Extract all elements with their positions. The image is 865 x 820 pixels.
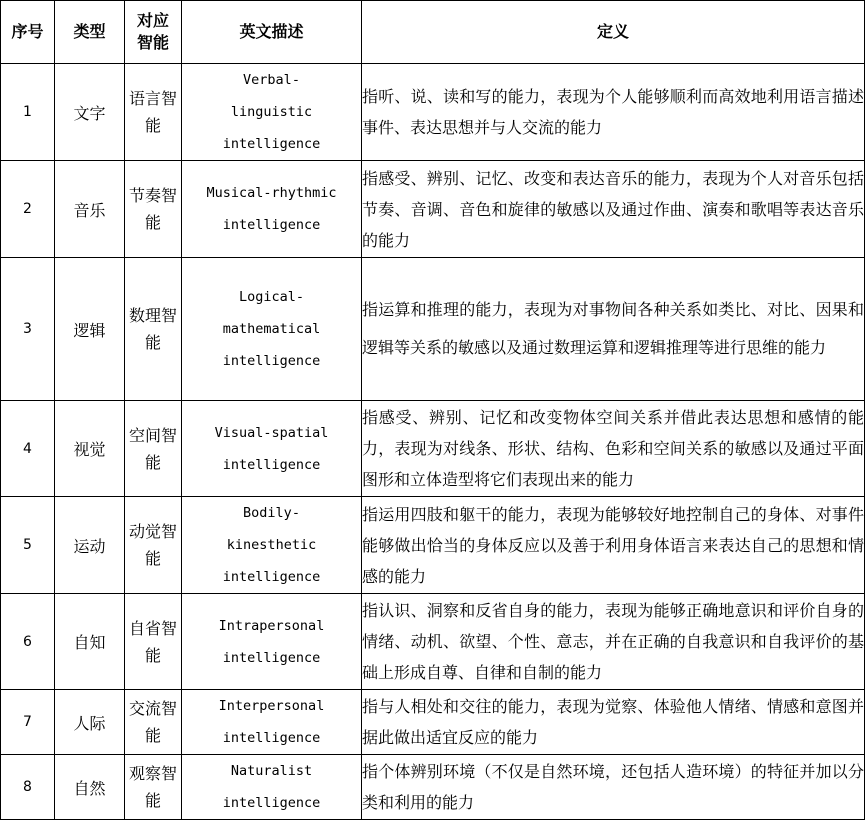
row-index: 4 — [1, 401, 55, 497]
english-line: Visual-spatial — [214, 424, 329, 441]
row-index: 5 — [1, 497, 55, 594]
table-row — [1, 497, 865, 594]
row-definition: 指个体辨别环境（不仅是自然环境，还包括人造环境）的特征并加以分类和利用的能力 — [362, 755, 865, 820]
row-intelligence: 语言智能 — [125, 64, 182, 161]
row-type: 人际 — [55, 690, 125, 755]
english-line: Logical- — [238, 289, 305, 305]
row-index: 8 — [1, 755, 55, 820]
english-line: Intrapersonal — [218, 617, 325, 634]
row-index: 6 — [1, 594, 55, 690]
header-intelligence: 对应智能 — [125, 1, 182, 64]
row-english — [182, 258, 362, 401]
english-line: intelligence — [222, 569, 321, 585]
row-index: 2 — [1, 161, 55, 258]
row-definition: 指与人相处和交往的能力，表现为觉察、体验他人情绪、情感和意图并据此做出适宜反应的能力 — [362, 690, 865, 755]
header-definition: 定义 — [362, 1, 865, 64]
row-type: 逻辑 — [55, 258, 125, 401]
row-english — [182, 401, 362, 497]
row-english — [182, 755, 362, 820]
english-line: intelligence — [222, 456, 321, 473]
english-line: intelligence — [222, 217, 321, 233]
table-row — [1, 690, 865, 755]
english-line: kinesthetic — [226, 537, 317, 553]
row-english — [182, 497, 362, 594]
row-intelligence: 节奏智能 — [125, 161, 182, 258]
english-line: Interpersonal — [218, 698, 325, 714]
header-index: 序号 — [1, 1, 55, 64]
row-type: 自然 — [55, 755, 125, 820]
english-line: mathematical — [222, 321, 321, 337]
english-line: intelligence — [222, 730, 321, 746]
row-type: 运动 — [55, 497, 125, 594]
header-row — [1, 1, 865, 64]
row-definition: 指听、说、读和写的能力，表现为个人能够顺利而高效地利用语言描述事件、表达思想并与人交流的能力 — [362, 64, 865, 161]
row-definition: 指运算和推理的能力，表现为对事物间各种关系如类比、对比、因果和逻辑等关系的敏感以及通过数理运算和逻辑推理等进行思维的能力 — [362, 258, 865, 401]
row-index: 7 — [1, 690, 55, 755]
english-line: intelligence — [222, 136, 321, 152]
english-line: Verbal- — [243, 72, 300, 88]
english-line: intelligence — [222, 353, 321, 369]
row-english — [182, 690, 362, 755]
row-definition: 指感受、辨别、记忆和改变物体空间关系并借此表达思想和感情的能力，表现为对线条、形状、结构、色彩和空间关系的敏感以及通过平面图形和立体造型将它们表现出来的能力 — [362, 401, 865, 497]
table-row — [1, 594, 865, 690]
table-row — [1, 755, 865, 820]
row-intelligence: 交流智能 — [125, 690, 182, 755]
table-row — [1, 161, 865, 258]
row-intelligence: 自省智能 — [125, 594, 182, 690]
row-intelligence: 动觉智能 — [125, 497, 182, 594]
row-english — [182, 594, 362, 690]
english-line: intelligence — [222, 649, 321, 666]
english-line: intelligence — [222, 795, 321, 811]
table-row — [1, 401, 865, 497]
english-line: Bodily- — [243, 505, 300, 521]
row-intelligence: 空间智能 — [125, 401, 182, 497]
table-row — [1, 64, 865, 161]
row-intelligence: 数理智能 — [125, 258, 182, 401]
row-type: 自知 — [55, 594, 125, 690]
header-type: 类型 — [55, 1, 125, 64]
row-english — [182, 64, 362, 161]
row-definition: 指认识、洞察和反省自身的能力，表现为能够正确地意识和评价自身的情绪、动机、欲望、个性、意志，并在正确的自我意识和自我评价的基础上形成自尊、自律和自制的能力 — [362, 594, 865, 690]
table-row — [1, 258, 865, 401]
english-line: linguistic — [230, 104, 313, 120]
row-type: 音乐 — [55, 161, 125, 258]
row-intelligence: 观察智能 — [125, 755, 182, 820]
row-index: 1 — [1, 64, 55, 161]
row-definition: 指运用四肢和躯干的能力，表现为能够较好地控制自己的身体、对事件能够做出恰当的身体反应以及善于利用身体语言来表达自己的思想和情感的能力 — [362, 497, 865, 594]
row-type: 视觉 — [55, 401, 125, 497]
row-english — [182, 161, 362, 258]
english-line: Naturalist — [230, 763, 313, 779]
row-definition: 指感受、辨别、记忆、改变和表达音乐的能力，表现为个人对音乐包括节奏、音调、音色和旋律的敏感以及通过作曲、演奏和歌唱等表达音乐的能力 — [362, 161, 865, 258]
row-index: 3 — [1, 258, 55, 401]
english-line: Musical-rhythmic — [206, 185, 337, 201]
header-english: 英文描述 — [182, 1, 362, 64]
row-type: 文字 — [55, 64, 125, 161]
